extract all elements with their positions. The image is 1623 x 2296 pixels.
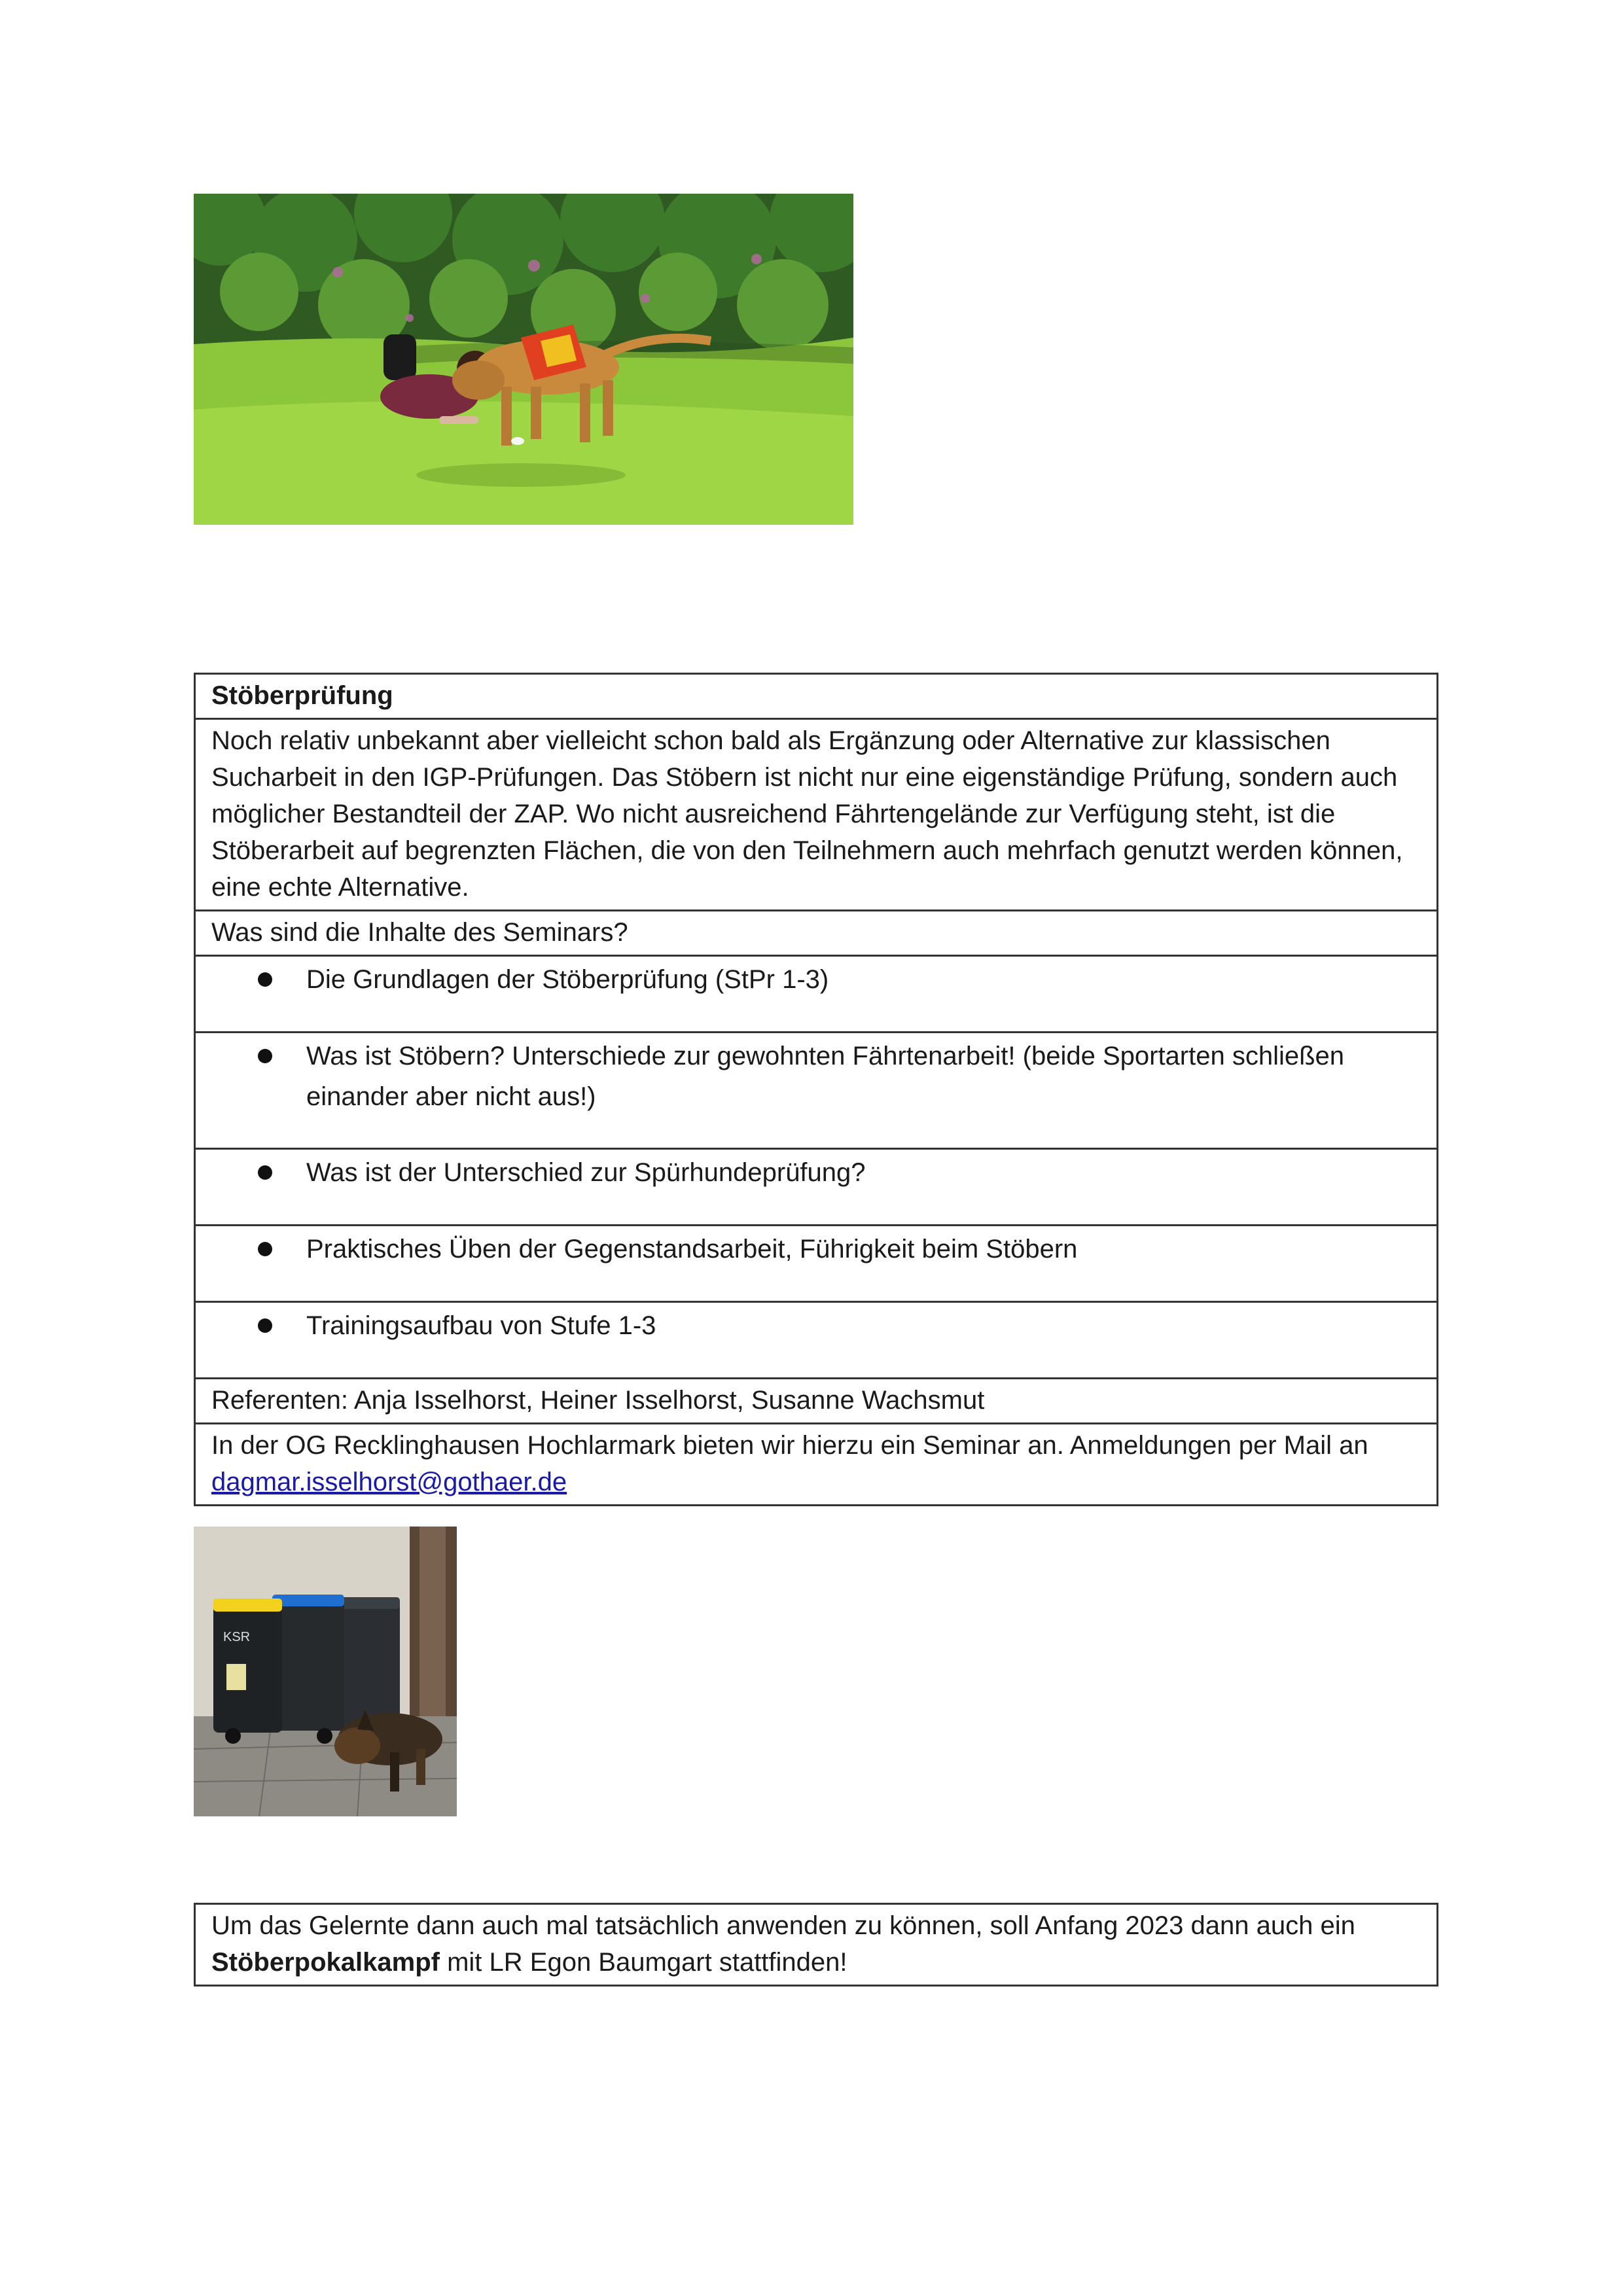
list-item bbox=[195, 1302, 1438, 1379]
section-title: Stöberprüfung bbox=[195, 674, 1438, 719]
signup-email-link[interactable]: dagmar.isselhorst@gothaer.de bbox=[211, 1468, 567, 1496]
photo-dog-search-exercise bbox=[194, 194, 853, 525]
bullet-icon bbox=[258, 1049, 272, 1063]
footer-bold-event: Stöberpokalkampf bbox=[211, 1948, 440, 1977]
intro-paragraph: Noch relativ unbekannt aber vielleicht schon bald als Ergänzung oder Alternative zur klassischen Sucharbeit in den IGP-Prüfungen. Das Stöbern ist nicht nur eine eigenständige Prüfung, sondern auch möglicher Bestandteil der ZAP. Wo nicht ausreichend Fährtengelände zur Verfügung steht, ist die Stöberarbeit auf begrenzten Flächen, die von den Teilnehmern auch mehrfach genutzt werden können, eine echte Alternative. bbox=[195, 719, 1438, 911]
list-item-text: Die Grundlagen der Stöberprüfung (StPr 1-3) bbox=[306, 965, 829, 994]
footer-announcement bbox=[194, 1903, 1438, 1987]
list-item bbox=[195, 1033, 1438, 1149]
bullet-icon bbox=[258, 1165, 272, 1180]
list-item-text: Was ist Stöbern? Unterschiede zur gewohnten Fährtenarbeit! (beide Sportarten schließen einander aber nicht aus!) bbox=[306, 1042, 1345, 1111]
bin-label: KSR bbox=[223, 1630, 251, 1644]
photo-dog-search-exercise-image bbox=[194, 194, 853, 525]
contents-heading: Was sind die Inhalte des Seminars? bbox=[195, 911, 1438, 956]
photo-dog-at-bins-image bbox=[194, 1527, 457, 1816]
speakers-line: Referenten: Anja Isselhorst, Heiner Isselhorst, Susanne Wachsmut bbox=[195, 1379, 1438, 1424]
signup-text: In der OG Recklinghausen Hochlarmark bieten wir hierzu ein Seminar an. Anmeldungen per Mail an bbox=[211, 1431, 1368, 1460]
footer-text-before: Um das Gelernte dann auch mal tatsächlich anwenden zu können, soll Anfang 2023 dann auch ein bbox=[211, 1911, 1355, 1940]
signup-cell bbox=[195, 1424, 1438, 1506]
seminar-info-table bbox=[194, 673, 1438, 1506]
photo-dog-at-bins bbox=[194, 1527, 457, 1816]
bullet-icon bbox=[258, 1318, 272, 1333]
list-item-text: Was ist der Unterschied zur Spürhundeprüfung? bbox=[306, 1158, 866, 1187]
footer-cell bbox=[195, 1904, 1438, 1986]
footer-text-after: mit LR Egon Baumgart stattfinden! bbox=[447, 1948, 847, 1977]
list-item-text: Praktisches Üben der Gegenstandsarbeit, Führigkeit beim Stöbern bbox=[306, 1235, 1078, 1263]
list-item bbox=[195, 956, 1438, 1033]
bullet-icon bbox=[258, 1242, 272, 1256]
list-item-text: Trainingsaufbau von Stufe 1-3 bbox=[306, 1311, 656, 1340]
bullet-icon bbox=[258, 972, 272, 987]
list-item bbox=[195, 1226, 1438, 1302]
list-item bbox=[195, 1149, 1438, 1226]
